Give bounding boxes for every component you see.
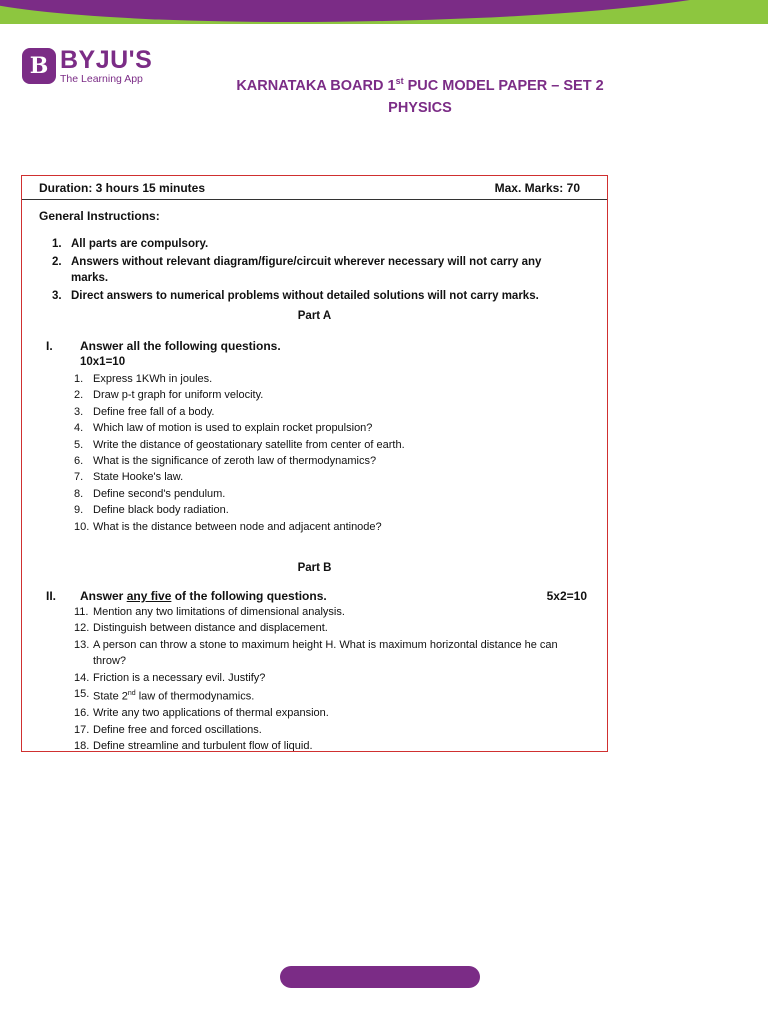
logo-wordmark: BYJU'S: [60, 45, 153, 74]
section-i-heading: I. Answer all the following questions.: [46, 339, 281, 353]
question-item: 6. What is the significance of zeroth law of thermodynamics?: [74, 455, 377, 468]
question-item: 14. Friction is a necessary evil. Justify?: [74, 671, 266, 684]
question-item: 5. Write the distance of geostationary satellite from center of earth.: [74, 438, 405, 451]
question-item: 18. Define streamline and turbulent flow of liquid.: [74, 739, 313, 752]
question-item: 15. State 2nd law of thermodynamics.: [74, 688, 255, 703]
question-item: 8. Define second's pendulum.: [74, 487, 226, 500]
logo-b-icon: B: [22, 48, 56, 84]
question-paper-scan: [21, 175, 608, 752]
page-title: [200, 70, 640, 119]
question-item: 7. State Hooke's law.: [74, 471, 184, 484]
question-item: 10. What is the distance between node and adjacent antinode?: [74, 520, 382, 533]
part-b-title: Part B: [297, 562, 332, 574]
question-item: 1. Express 1KWh in joules.: [74, 373, 213, 385]
question-item: 4. Which law of motion is used to explain rocket propulsion?: [74, 422, 373, 435]
title-line-2: PHYSICS: [388, 99, 452, 116]
max-marks-text: Max. Marks: 70: [494, 181, 580, 195]
instruction-item: 3. Direct answers to numerical problems without detailed solutions will not carry marks.: [52, 290, 539, 302]
duration-text: Duration: 3 hours 15 minutes: [39, 181, 206, 195]
top-decorative-band: [0, 0, 768, 30]
part-a-title: Part A: [297, 310, 332, 322]
byjus-logo: [22, 46, 152, 86]
general-instructions-heading: General Instructions:: [39, 209, 160, 223]
instructions-list: [52, 236, 577, 306]
part-a-marks: 10x1=10: [80, 356, 126, 368]
question-item: 13. A person can throw a stone to maximum height H. What is maximum horizontal distance he can throw?: [74, 638, 558, 668]
title-line-1: KARNATAKA BOARD 1st PUC MODEL PAPER – SET 2: [236, 76, 604, 94]
part-a-questions: [74, 371, 587, 535]
question-item: 3. Define free fall of a body.: [74, 405, 215, 418]
question-item: 16. Write any two applications of thermal expansion.: [74, 707, 329, 720]
divider: [22, 199, 607, 200]
duration-row: [39, 181, 580, 195]
logo-tagline: The Learning App: [60, 72, 143, 85]
instruction-item: 2. Answers without relevant diagram/figure/circuit wherever necessary will not carry any marks.: [52, 256, 542, 284]
question-item: 2. Draw p-t graph for uniform velocity.: [74, 389, 264, 402]
footer-pill: [280, 966, 480, 988]
question-item: 12. Distinguish between distance and displacement.: [74, 622, 328, 635]
question-item: 17. Define free and forced oscillations.: [74, 723, 262, 736]
question-item: 11. Mention any two limitations of dimensional analysis.: [74, 606, 345, 618]
part-b-marks: 5x2=10: [546, 589, 587, 603]
section-ii-heading: II. Answer any five of the following questions. 5x2=10: [46, 589, 587, 603]
part-b-questions: [74, 604, 587, 752]
question-item: 9. Define black body radiation.: [74, 504, 229, 517]
instruction-item: 1. All parts are compulsory.: [52, 238, 209, 250]
